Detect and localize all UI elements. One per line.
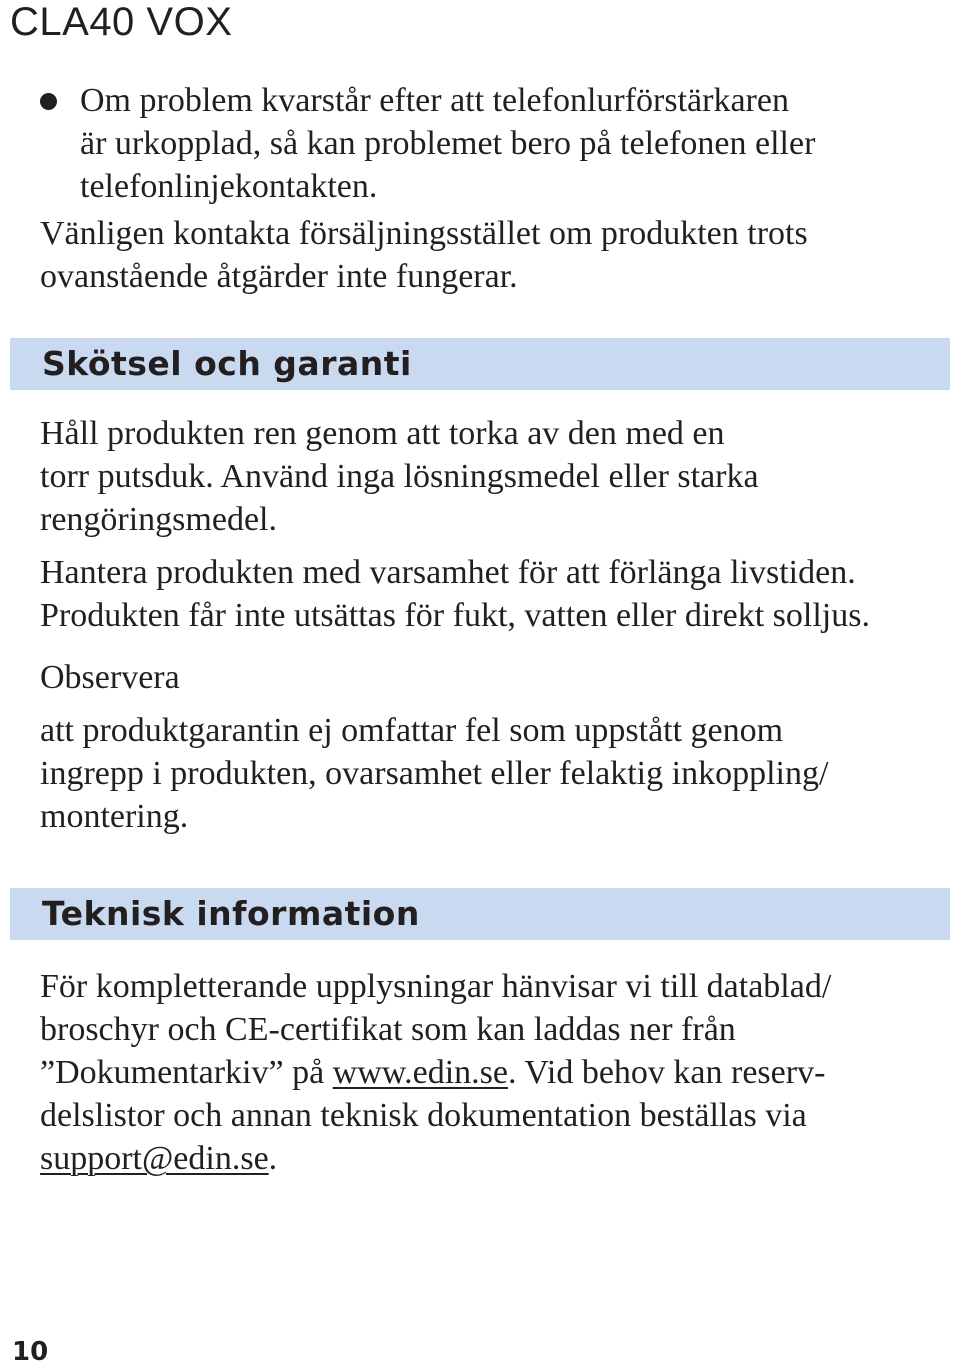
warranty-note xyxy=(40,709,940,838)
text-line: delslistor och annan teknisk dokumentation beställas via xyxy=(40,1097,807,1134)
text-span: ”Dokumentarkiv” på xyxy=(40,1054,333,1091)
text-span: . xyxy=(268,1140,278,1177)
text-line: Håll produkten ren genom att torka av den med en xyxy=(40,415,725,452)
product-title: CLA40 VOX xyxy=(10,0,233,44)
text-line: rengöringsmedel. xyxy=(40,501,277,538)
care-paragraph-cleaning xyxy=(40,412,940,541)
tech-section-title: Teknisk information xyxy=(42,894,420,933)
text-line: är urkopplad, så kan problemet bero på telefonen eller xyxy=(80,125,816,162)
care-section-header xyxy=(10,338,950,390)
care-paragraph-handling xyxy=(40,551,940,637)
text-line: montering. xyxy=(40,798,189,835)
text-line: ovanstående åtgärder inte fungerar. xyxy=(40,258,518,295)
text-line: Om problem kvarstår efter att telefonlurförstärkaren xyxy=(80,82,789,119)
care-section-title: Skötsel och garanti xyxy=(42,344,412,383)
text-line: att produktgarantin ej omfattar fel som uppstått genom xyxy=(40,712,784,749)
text-line: ingrepp i produkten, ovarsamhet eller felaktig inkoppling/ xyxy=(40,755,829,792)
text-line: Hantera produkten med varsamhet för att förlänga livstiden. xyxy=(40,554,856,591)
website-link[interactable]: www.edin.se xyxy=(332,1054,508,1091)
text-line xyxy=(40,1137,940,1180)
text-span: . Vid behov kan reserv- xyxy=(507,1054,826,1091)
text-line: torr putsduk. Använd inga lösningsmedel eller starka xyxy=(40,458,759,495)
text-line: Vänligen kontakta försäljningsstället om produkten trots xyxy=(40,215,808,252)
tech-paragraph xyxy=(40,965,940,1180)
text-line: Produkten får inte utsättas för fukt, vatten eller direkt solljus. xyxy=(40,597,870,634)
text-line: För kompletterande upplysningar hänvisar vi till datablad/ xyxy=(40,968,832,1005)
text-line: telefonlinjekontakten. xyxy=(80,168,378,205)
bullet-text xyxy=(80,79,900,208)
page-number: 10 xyxy=(12,1337,49,1367)
support-email-link[interactable]: support@edin.se xyxy=(40,1140,269,1177)
contact-paragraph xyxy=(40,212,940,298)
text-line xyxy=(40,1051,940,1094)
tech-section-header xyxy=(10,888,950,940)
note-label: Observera xyxy=(40,659,180,696)
bullet-icon xyxy=(40,93,57,110)
text-line: broschyr och CE-certifikat som kan laddas ner från xyxy=(40,1011,736,1048)
